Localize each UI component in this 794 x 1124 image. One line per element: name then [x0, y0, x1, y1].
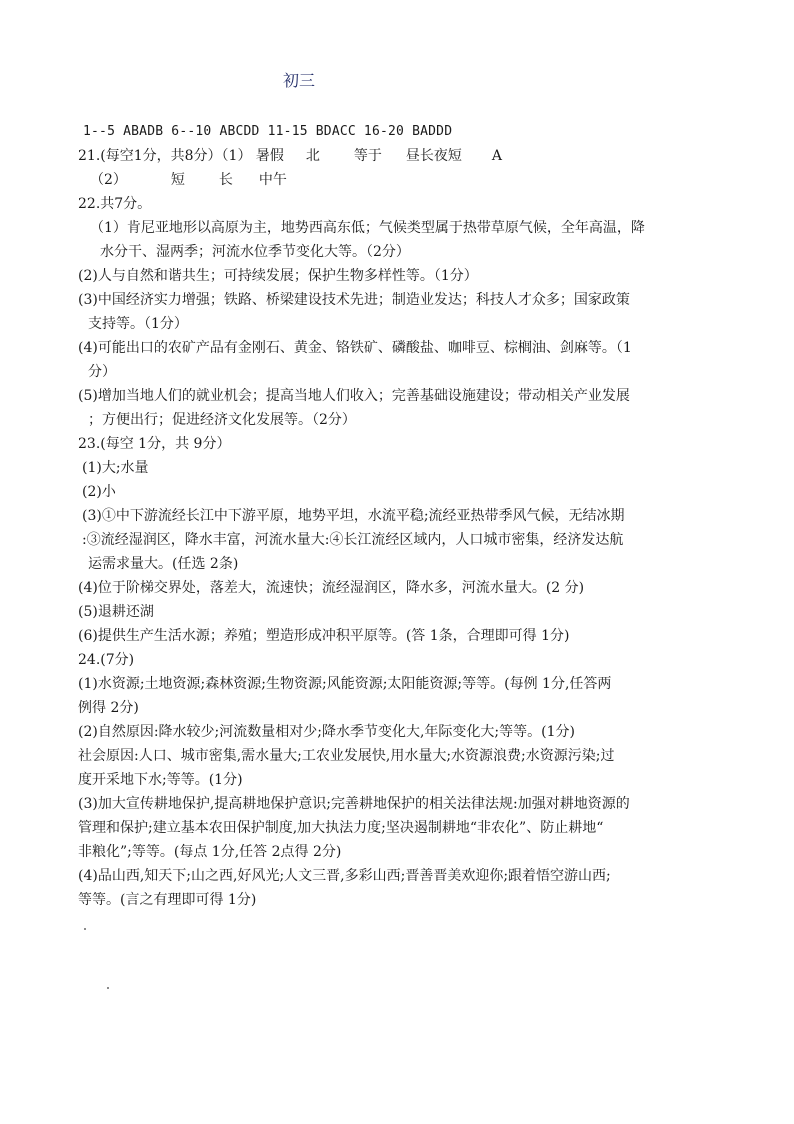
- q24-part2-line2: 社会原因:人口、城市密集,需水量大;工农业发展快,用水量大;水资源浪费;水资源污染;过: [78, 748, 615, 764]
- q21-answer-equal: 等于: [353, 148, 382, 164]
- q23-part4: (4)位于阶梯交界处，落差大，流速快；流经湿润区，降水多，河流水量大。(2 分): [78, 580, 585, 596]
- answer-key: [78, 120, 728, 912]
- mc-answers: 1--5 ABADB 6--10 ABCDD 11-15 BDACC 16-20 BADDD: [83, 124, 453, 139]
- q22-part1-line1: （1）肯尼亚地形以高原为主，地势西高东低；气候类型属于热带草原气候，全年高温，降: [90, 220, 645, 236]
- q21-answer-long: 长: [218, 172, 233, 188]
- q24-part1-line2: 例得 2分): [78, 700, 139, 716]
- q23-part3-line2: :③流经湿润区，降水丰富，河流水量大:④长江流经区域内，人口城市密集，经济发达航: [82, 532, 624, 548]
- q21-answer-short: 短: [170, 172, 185, 188]
- q22-part4-line2: 分）: [88, 364, 116, 380]
- q23-part3-line1: (3)①中下游流经长江中下游平原，地势平坦，水流平稳;流经亚热带季风气候，无结冰期: [82, 508, 625, 524]
- q24-part1-line1: (1)水资源;土地资源;森林资源;生物资源;风能资源;太阳能资源;等等。(每例 1分,任答两: [78, 676, 612, 692]
- q23-part3-line3: 运需求量大。(任选 2条): [88, 556, 239, 572]
- q24-part4-line1: (4)品山西,知天下;山之西,好风光;人文三晋,多彩山西;晋善晋美欢迎你;跟着悟空游山西;: [78, 868, 611, 884]
- q23-part2: (2)小: [82, 484, 116, 500]
- q22-part5-line1: (5)增加当地人们的就业机会；提高当地人们收入；完善基础设施建设；带动相关产业发展: [78, 388, 630, 404]
- q23-head: 23.(每空 1分，共 9分）: [78, 436, 231, 452]
- q24-part2-line1: (2)自然原因:降水较少;河流数量相对少;降水季节变化大,年际变化大;等等。(1分): [78, 724, 575, 740]
- q21-head: 21.(每空1分，共8分）（1） 暑假: [78, 148, 284, 164]
- q21-line2: [78, 168, 728, 192]
- q21-answer-north: 北: [305, 148, 320, 164]
- q24-part2-line3: 度开采地下水;等等。(1分): [78, 772, 243, 788]
- q23-part5: (5)退耕还湖: [78, 604, 154, 620]
- q22-part3-line2: 支持等。（1分）: [88, 316, 188, 332]
- q24-part3-line1: (3)加大宣传耕地保护,提高耕地保护意识;完善耕地保护的相关法律法规:加强对耕地资源的: [78, 796, 630, 812]
- q23-part6: (6)提供生产生活水源；养殖；塑造形成冲积平原等。(答 1条，合理即可得 1分): [78, 628, 570, 644]
- q24-head: 24.(7分): [78, 652, 135, 668]
- q24-part3-line2: 管理和保护;建立基本农田保护制度,加大执法力度;坚决遏制耕地“非农化”、防止耕地“: [78, 820, 604, 836]
- q22-part3-line1: (3)中国经济实力增强；铁路、桥梁建设技术先进；制造业发达；科技人才众多；国家政策: [78, 292, 630, 308]
- stray-dot: [84, 928, 86, 930]
- q24-part3-line3: 非粮化”;等等。(每点 1分,任答 2点得 2分): [78, 844, 342, 860]
- q22-part1-line2: 水分干、湿两季；河流水位季节变化大等。（2分）: [100, 244, 410, 260]
- q21-part2-label: （2）: [90, 172, 127, 188]
- q22-part4-line1: (4)可能出口的农矿产品有金刚石、黄金、铬铁矿、磷酸盐、咖啡豆、棕榈油、剑麻等。（1: [78, 340, 632, 356]
- q21-line1: [78, 144, 728, 168]
- stray-dot: [107, 987, 109, 989]
- q21-answer-a: A: [491, 148, 503, 164]
- q21-answer-noon: 中午: [258, 172, 287, 188]
- q22-part2: (2)人与自然和谐共生；可持续发展；保护生物多样性等。（1分）: [78, 268, 478, 284]
- q21-answer-daylength: 昼长夜短: [405, 148, 462, 164]
- page-title: 初三: [283, 71, 316, 90]
- q23-part1: (1)大;水量: [82, 460, 149, 476]
- q24-part4-line2: 等等。(言之有理即可得 1分): [78, 892, 257, 908]
- q22-part5-line2: ；方便出行；促进经济文化发展等。（2分）: [88, 412, 356, 428]
- q22-head: 22.共7分。: [78, 196, 152, 212]
